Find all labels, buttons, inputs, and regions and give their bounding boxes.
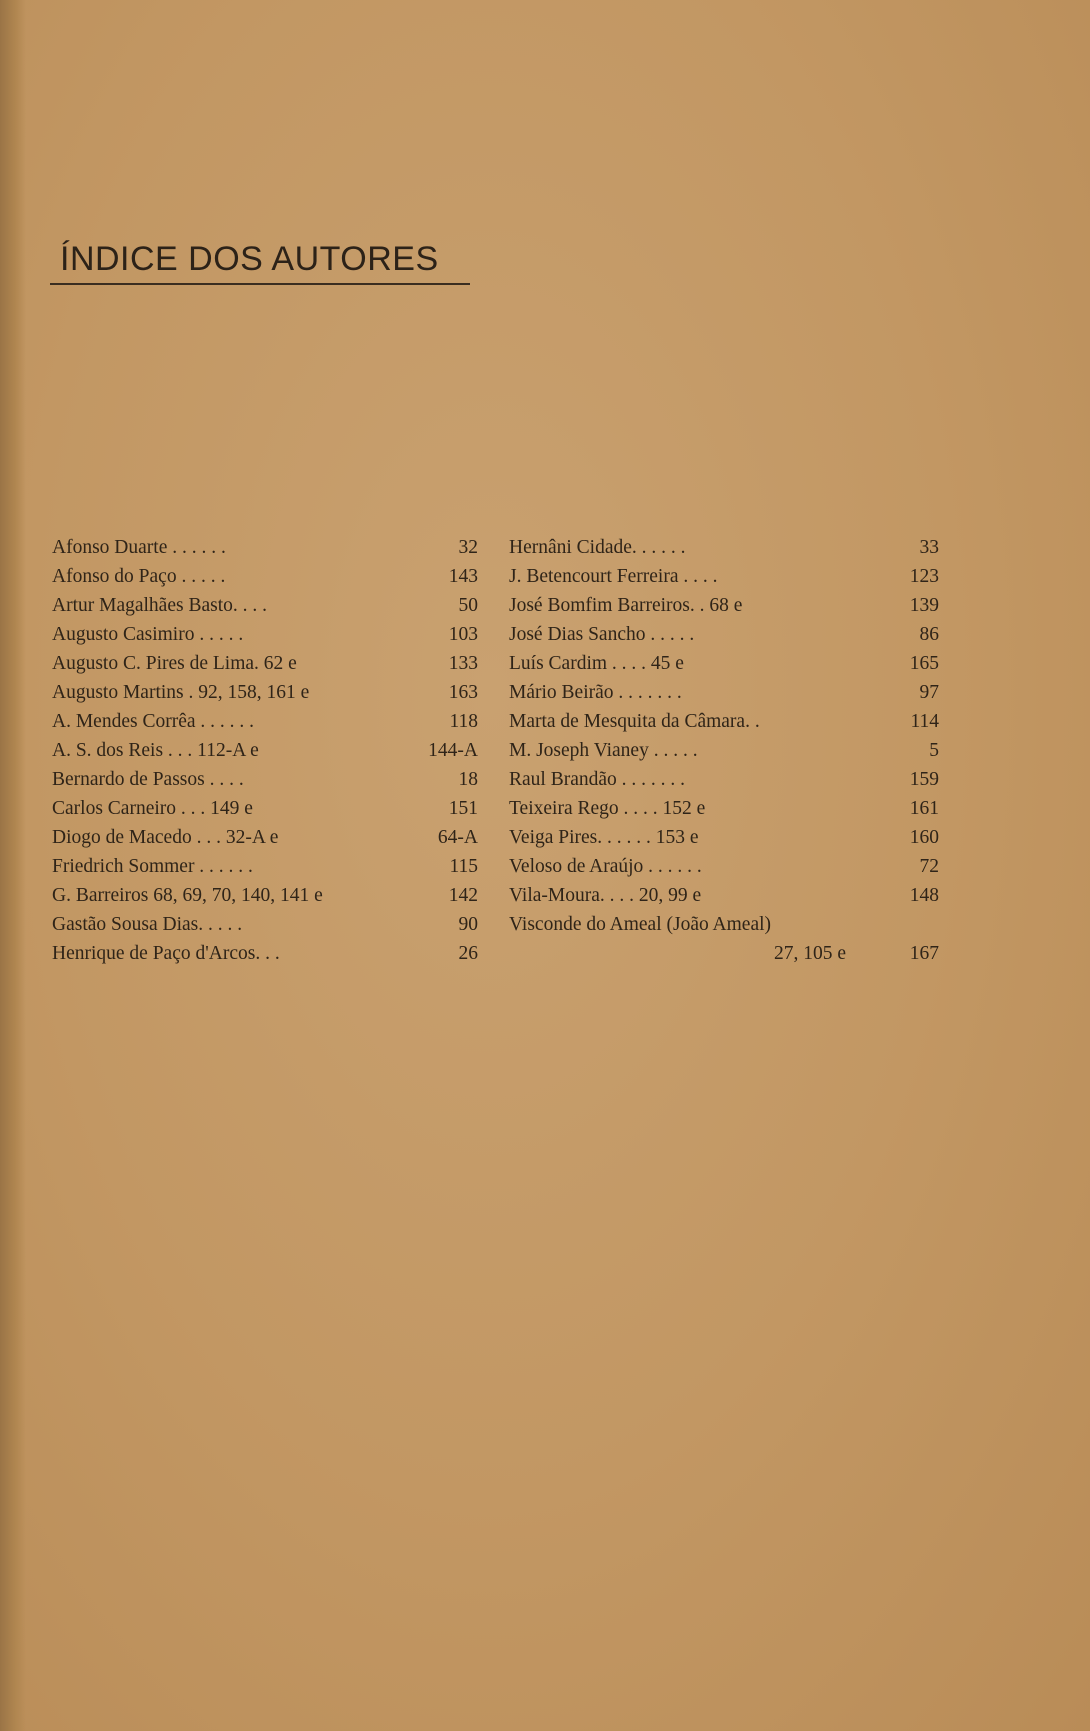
index-entry	[52, 562, 478, 591]
page-number: 26	[458, 943, 478, 964]
page-number: 123	[909, 566, 939, 587]
index-entry	[52, 649, 478, 678]
index-entry	[509, 678, 939, 707]
index-entry	[52, 823, 478, 852]
author-entry: José Bomfim Barreiros. . 68 e	[509, 595, 743, 616]
index-entry	[52, 939, 478, 968]
index-entry	[52, 881, 478, 910]
page-number: 86	[919, 624, 939, 645]
author-entry: Augusto Casimiro . . . . .	[52, 624, 244, 645]
author-entry: Vila-Moura. . . . 20, 99 e	[509, 885, 702, 906]
index-entry	[52, 910, 478, 939]
index-entry	[509, 533, 939, 562]
page-number: 118	[449, 711, 478, 732]
page-number: 143	[448, 566, 478, 587]
author-entry: Visconde do Ameal (João Ameal)	[509, 914, 772, 935]
index-entry	[52, 736, 478, 765]
page-number: 90	[458, 914, 478, 935]
index-entry	[52, 591, 478, 620]
page-number: 159	[909, 769, 939, 790]
author-entry: J. Betencourt Ferreira . . . .	[509, 566, 718, 587]
author-entry: Augusto Martins . 92, 158, 161 e	[52, 682, 310, 703]
author-entry: Veiga Pires. . . . . . 153 e	[509, 827, 699, 848]
page-number: 133	[448, 653, 478, 674]
author-entry: Hernâni Cidade. . . . . .	[509, 537, 686, 558]
author-entry: Raul Brandão . . . . . . .	[509, 769, 686, 790]
page-number: 72	[919, 856, 939, 877]
author-entry: A. Mendes Corrêa . . . . . .	[52, 711, 254, 732]
page-number: 142	[448, 885, 478, 906]
index-entry	[52, 707, 478, 736]
page-number: 148	[909, 885, 939, 906]
author-entry: Gastão Sousa Dias. . . . .	[52, 914, 243, 935]
page-number: 167	[909, 943, 939, 964]
index-entry	[509, 591, 939, 620]
page-number: 5	[929, 740, 939, 761]
page-number: 151	[448, 798, 478, 819]
index-entry	[52, 765, 478, 794]
index-entry	[509, 910, 939, 939]
index-entry	[509, 794, 939, 823]
index-entry	[52, 852, 478, 881]
page-number: 50	[458, 595, 478, 616]
page-number: 18	[458, 769, 478, 790]
author-entry: José Dias Sancho . . . . .	[509, 624, 695, 645]
index-column-right	[509, 533, 939, 968]
page-number: 139	[909, 595, 939, 616]
index-entry	[52, 620, 478, 649]
index-entry	[52, 533, 478, 562]
index-entry	[509, 562, 939, 591]
author-entry: Augusto C. Pires de Lima. 62 e	[52, 653, 297, 674]
index-entry	[52, 678, 478, 707]
index-entry	[509, 881, 939, 910]
page-number: 97	[919, 682, 939, 703]
title-underline	[50, 283, 470, 285]
index-entry	[509, 620, 939, 649]
author-entry: Diogo de Macedo . . . 32-A e	[52, 827, 279, 848]
index-entry	[509, 649, 939, 678]
author-entry: Henrique de Paço d'Arcos. . .	[52, 943, 280, 964]
page-number: 64-A	[437, 827, 478, 848]
author-entry: A. S. dos Reis . . . 112-A e	[52, 740, 259, 761]
author-entry: Afonso Duarte . . . . . .	[52, 537, 226, 558]
author-entry-continuation: 27, 105 e	[773, 943, 846, 964]
author-entry: Mário Beirão . . . . . . .	[509, 682, 682, 703]
index-entry	[509, 852, 939, 881]
author-entry: M. Joseph Vianey . . . . .	[509, 740, 698, 761]
index-entry	[509, 939, 939, 968]
page-number: 115	[449, 856, 478, 877]
author-entry: G. Barreiros 68, 69, 70, 140, 141 e	[52, 885, 323, 906]
page-number: 163	[448, 682, 478, 703]
index-entry	[509, 765, 939, 794]
author-entry: Artur Magalhães Basto. . . .	[52, 595, 267, 616]
index-entry	[52, 794, 478, 823]
page-number: 144-A	[428, 740, 478, 761]
author-entry: Teixeira Rego . . . . 152 e	[509, 798, 706, 819]
index-entry	[509, 736, 939, 765]
index-entry	[509, 823, 939, 852]
page-edge-shadow	[0, 0, 26, 1731]
index-column-left	[52, 533, 478, 968]
page-number: 103	[448, 624, 478, 645]
page-number: 161	[909, 798, 939, 819]
page-number: 114	[910, 711, 939, 732]
author-entry: Friedrich Sommer . . . . . .	[52, 856, 253, 877]
author-entry: Afonso do Paço . . . . .	[52, 566, 226, 587]
page-number: 160	[909, 827, 939, 848]
author-entry: Bernardo de Passos . . . .	[52, 769, 244, 790]
page-number: 32	[458, 537, 478, 558]
page-title: ÍNDICE DOS AUTORES	[60, 240, 439, 278]
author-entry: Carlos Carneiro . . . 149 e	[52, 798, 253, 819]
page-number: 33	[919, 537, 939, 558]
page-number: 165	[909, 653, 939, 674]
author-entry: Veloso de Araújo . . . . . .	[509, 856, 702, 877]
index-entry	[509, 707, 939, 736]
author-entry: Marta de Mesquita da Câmara. .	[509, 711, 760, 732]
author-entry: Luís Cardim . . . . 45 e	[509, 653, 684, 674]
